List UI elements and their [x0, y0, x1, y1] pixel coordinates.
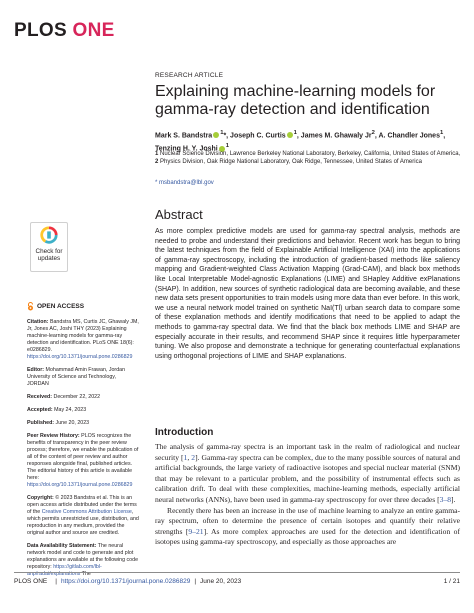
editor-text: Mohammad Amin Frawan, Jordan University of Science and Technology, JORDAN [27, 367, 126, 387]
article-type: RESEARCH ARTICLE [155, 72, 224, 79]
footer-separator: | [194, 578, 197, 585]
text-run: ]. As more complex approaches are used for the detection and identification of isotopes using gamma-ray spectroscopy, and especially as those approaches are [155, 526, 460, 547]
author-sup: 1 [439, 130, 444, 136]
intro-paragraph-1 [155, 442, 460, 506]
footer-divider [14, 572, 460, 573]
text-run: The analysis of gamma-ray spectra is an important task in the realm of radiological and nuclear security [ [155, 442, 460, 462]
citation-link[interactable]: 9–21 [188, 526, 204, 536]
citation-text: Bandstra MS, Curtis JC, Ghawaly JM, Jr, Jones AC, Joshi THY (2023) Explaining machine-learning models for gamma-ray detection and identification. PLoS ONE 18(6): e0286829. [27, 319, 139, 353]
author-sup: 1 [220, 130, 224, 136]
author-sup: 1 [293, 130, 297, 136]
introduction-text [155, 442, 460, 548]
footer-separator: | [55, 578, 57, 585]
badge-label [31, 248, 67, 262]
citation-link[interactable]: 3–8 [439, 494, 452, 504]
license-link[interactable]: Creative Commons Attribution License [41, 509, 132, 515]
journal-logo-one: ONE [72, 20, 115, 41]
affiliations [155, 150, 465, 166]
badge-line-2: updates [37, 255, 61, 262]
page-footer [14, 578, 460, 585]
published-date: June 20, 2023 [54, 420, 90, 426]
citation-label: Citation: [27, 319, 49, 325]
author-2[interactable]: *, Joseph C. Curtis [223, 132, 286, 140]
author-5[interactable]: , Tenzing H. Y. Joshi [155, 132, 446, 153]
data-availability-end: The [80, 571, 91, 577]
text-run: , [187, 452, 192, 462]
peer-review-label: Peer Review History: [27, 433, 80, 439]
editor-label: Editor: [27, 367, 45, 373]
citation-doi-link[interactable]: https://doi.org/10.1371/journal.pone.0286829 [27, 354, 133, 360]
copyright-label: Copyright: [27, 495, 54, 501]
copyright-block [27, 495, 139, 537]
crossmark-icon [40, 226, 58, 244]
published-block [27, 420, 139, 427]
author-3[interactable]: , James M. Ghawaly Jr [296, 132, 372, 140]
received-date: December 22, 2022 [52, 394, 101, 400]
received-label: Received: [27, 394, 53, 400]
author-sup: 2 [371, 130, 375, 136]
footer-date: June 20, 2023 [200, 578, 242, 585]
author-4[interactable]: , A. Chandler Jones [374, 132, 440, 140]
badge-line-1: Check for [35, 248, 63, 255]
open-access-text: OPEN ACCESS [37, 303, 85, 310]
peer-review-text: PLOS recognizes the benefits of transparency in the peer review process; therefore, we enable the publication of all of the content of peer review and author responses alongside final, published articles. The editorial history of this article is available here: [27, 433, 139, 481]
affil-2: Physics Division, Oak Ridge National Laboratory, Oak Ridge, Tennessee, United States of America [158, 159, 422, 165]
check-for-updates-badge[interactable] [30, 222, 68, 272]
abstract-heading: Abstract [155, 207, 203, 222]
page-number: 1 / 21 [443, 578, 460, 585]
affil-sup: 1 [155, 151, 159, 157]
citation-block [27, 319, 139, 361]
data-availability-label: Data Availability Statement: [27, 543, 97, 549]
peer-review-block [27, 433, 139, 489]
copyright-text: © 2023 Bandstra et al. This is an open access article distributed under the terms of the [27, 495, 137, 515]
peer-review-link[interactable]: https://doi.org/10.1371/journal.pone.0286829 [27, 482, 133, 488]
text-run: Recently there has been an increase in the use of machine learning to analyze an entire gamma-ray spectrum, often to determine the presence of certain isotopes and quantify their relative strengths [ [155, 505, 460, 536]
affil-1: Nuclear Science Division, Lawrence Berkeley National Laboratory, Berkeley, California, United States of America, [158, 151, 461, 157]
footer-journal: PLOS ONE [14, 578, 48, 585]
author-1[interactable]: Mark S. Bandstra [155, 132, 213, 140]
abstract-text: As more complex predictive models are used for gamma-ray spectral analysis, methods are needed to probe and understand their predictions and behavior. Recent work has begun to bring the latest techniques from the field of Explainable Artificial Intelligence (XAI) into the applications of gamma-ray spectroscopy, including the introduction of gradient-based methods like saliency mapping and Gradient-weighted Class Activation Mapping (Grad-CAM), and black box methods like Local Interpretable Model-agnostic Explanations (LIME) and SHapley Additive exPlanations (SHAP). In addition, new sources of synthetic radiological data are becoming available, and these new data sets present opportunities to train models using more data than ever before. In this work, we use a neural network model trained on synthetic NaI(Tl) urban search data to compare some of these explanation methods and identify modifications that need to be applied to adapt the methods to gamma-ray spectral data. We find that the black box methods LIME and SHAP are especially accurate in their results, and recommend SHAP since it requires little hyperparameter tuning. We also propose and demonstrate a technique for generating counterfactual explanations using orthogonal projections of LIME and SHAP explanations. [155, 228, 460, 360]
repository-link[interactable]: https://gitlab.com/lbl-anp/radai/explanations [27, 564, 102, 577]
open-lock-icon [27, 302, 34, 311]
accepted-block [27, 407, 139, 414]
article-title: Explaining machine-learning models for gamma-ray detection and identification [155, 83, 436, 118]
text-run: ]. Gamma-ray spectra can be complex, due to the many possible sources of natural and artificial backgrounds, the large variety of radioactive isotopes and special nuclear material (SNM) that may be relevant to a particular problem, and the possibility of instrumental effects such as calibration drift. To deal with these complexities, machine-learning methods, especially artificial neural networks (ANNs), have been used in gamma-ray spectroscopy for over three decades [ [155, 452, 460, 504]
journal-logo-plos: PLOS [14, 20, 73, 41]
article-info-sidebar [27, 302, 139, 584]
published-label: Published: [27, 420, 55, 426]
corresponding-email[interactable]: * msbandstra@lbl.gov [155, 180, 214, 186]
citation-link[interactable]: 1 [183, 452, 188, 462]
open-access-label [27, 302, 139, 311]
text-run: ]. [451, 494, 456, 504]
copyright-text-end: , which permits unrestricted use, distribution, and reproduction in any medium, provided the original author and source are credited. [27, 509, 139, 536]
data-availability-text: The neural network model and code to generate and plot explanations are available at the following code repository: [27, 543, 139, 570]
intro-paragraph-2 [155, 506, 460, 548]
received-block [27, 394, 139, 401]
introduction-heading: Introduction [155, 427, 214, 438]
citation-link[interactable]: 2 [191, 452, 196, 462]
journal-logo[interactable] [14, 20, 115, 42]
footer-doi-link[interactable]: https://doi.org/10.1371/journal.pone.0286829 [60, 578, 191, 585]
author-sup: 1 [225, 143, 230, 150]
orcid-icon[interactable] [213, 132, 219, 138]
editor-block [27, 367, 139, 388]
orcid-icon[interactable] [287, 132, 293, 138]
accepted-label: Accepted: [27, 407, 53, 413]
accepted-date: May 24, 2023 [52, 407, 87, 413]
affil-sup: 2 [155, 159, 159, 165]
